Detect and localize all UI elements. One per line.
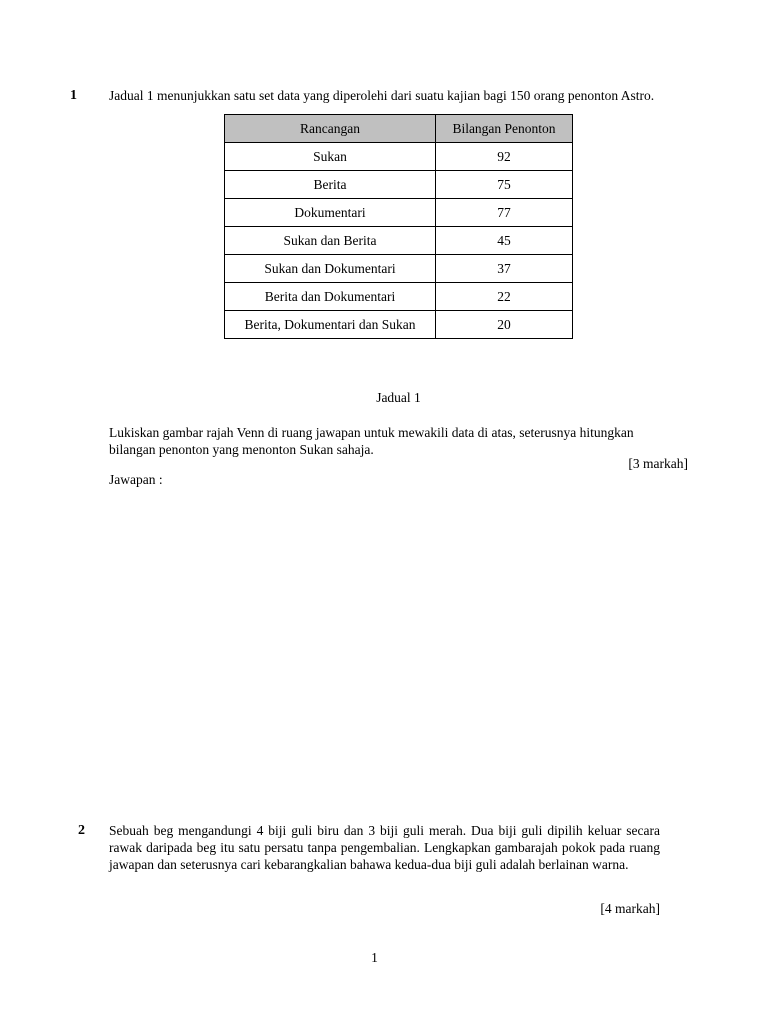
table-cell-programme: Berita, Dokumentari dan Sukan	[225, 311, 436, 339]
table-row	[225, 199, 573, 227]
question-1-instruction	[109, 424, 709, 458]
table-cell-viewers: 92	[436, 143, 573, 171]
table-header-viewers: Bilangan Penonton	[436, 115, 573, 143]
question-1-number: 1	[70, 88, 77, 103]
table-cell-viewers: 75	[436, 171, 573, 199]
table-cell-viewers: 22	[436, 283, 573, 311]
table-header-programme: Rancangan	[225, 115, 436, 143]
answer-label: Jawapan :	[109, 472, 163, 487]
table-caption: Jadual 1	[376, 390, 421, 405]
table-cell-programme: Sukan dan Berita	[225, 227, 436, 255]
question-1-intro: Jadual 1 menunjukkan satu set data yang diperolehi dari suatu kajian bagi 150 orang penonton Astro.	[109, 88, 655, 103]
table-cell-viewers: 37	[436, 255, 573, 283]
table-cell-programme: Sukan	[225, 143, 436, 171]
question-1-instruction-line-1: Lukiskan gambar rajah Venn di ruang jawapan untuk mewakili data di atas, seterusnya hitungkan	[109, 425, 634, 440]
table-row	[225, 283, 573, 311]
table-row	[225, 227, 573, 255]
table-row	[225, 311, 573, 339]
table-row	[225, 143, 573, 171]
table-header-row	[225, 115, 573, 143]
table-cell-viewers: 45	[436, 227, 573, 255]
table-cell-programme: Berita	[225, 171, 436, 199]
table-cell-programme: Sukan dan Dokumentari	[225, 255, 436, 283]
table-row	[225, 255, 573, 283]
question-2-marks: [4 markah]	[600, 901, 660, 916]
answer-space	[109, 495, 689, 795]
table-cell-programme: Dokumentari	[225, 199, 436, 227]
page-number: 1	[371, 950, 378, 965]
viewer-data-table	[224, 114, 573, 339]
table-cell-viewers: 77	[436, 199, 573, 227]
table-cell-viewers: 20	[436, 311, 573, 339]
table-row	[225, 171, 573, 199]
question-2-text: Sebuah beg mengandungi 4 biji guli biru dan 3 biji guli merah. Dua biji guli dipilih keluar secara rawak daripada beg itu satu persatu tanpa pengembalian. Lengkapkan gambarajah pokok pada ruang jawapan dan seterusnya cari kebarangkalian bahawa kedua-dua biji guli adalah berlainan warna.	[109, 823, 660, 872]
question-1-instruction-line-2: bilangan penonton yang menonton Sukan sahaja.	[109, 442, 374, 457]
question-2-number: 2	[78, 823, 85, 838]
table-cell-programme: Berita dan Dokumentari	[225, 283, 436, 311]
question-1-marks: [3 markah]	[628, 456, 688, 471]
